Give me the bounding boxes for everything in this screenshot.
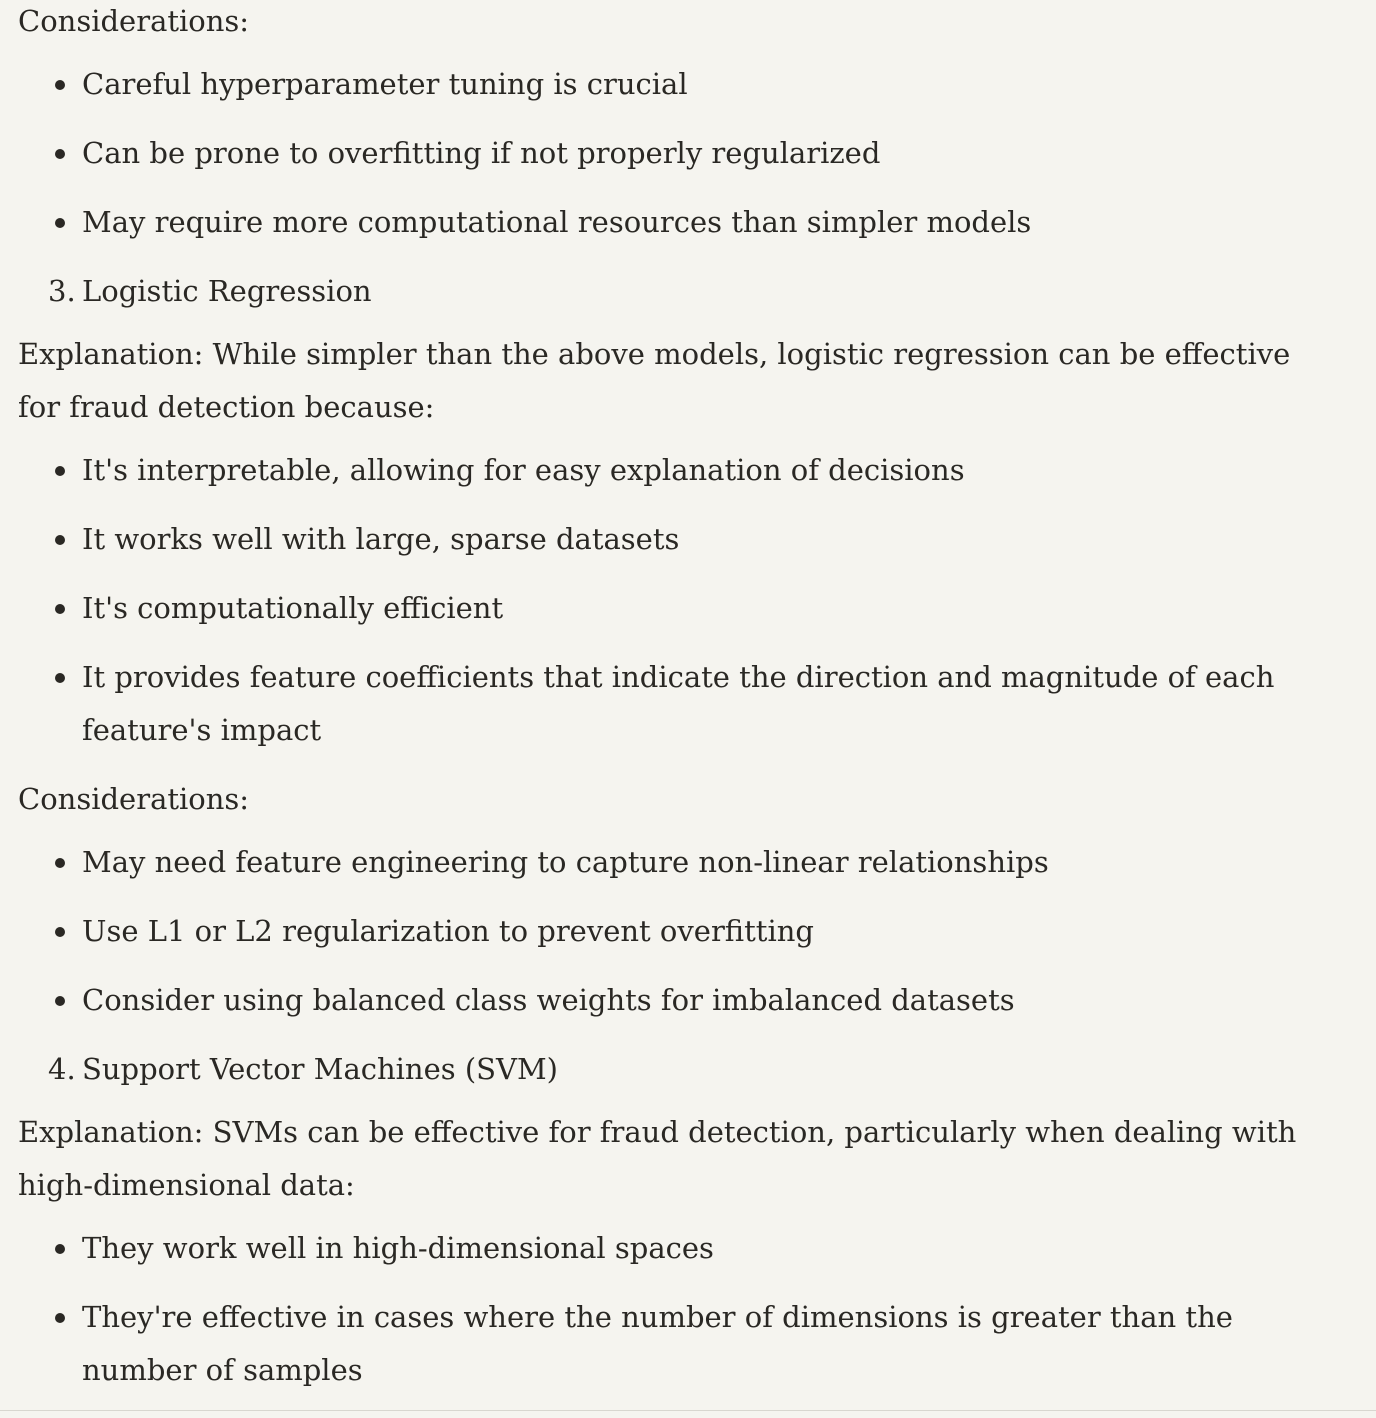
list-item: May need feature engineering to capture non-linear relationships — [18, 836, 1338, 889]
list-item: It provides feature coefficients that indicate the direction and magnitude of each feature's impact — [18, 651, 1338, 757]
list-item: It's interpretable, allowing for easy explanation of decisions — [18, 444, 1338, 497]
list-item: May require more computational resources than simpler models — [18, 196, 1338, 249]
divider — [0, 1410, 1376, 1411]
considerations-heading: Considerations: — [18, 782, 250, 816]
numbered-list-item — [18, 1043, 1338, 1096]
list-item: It's computationally efficient — [18, 582, 1338, 635]
logistic-regression-explanation: Explanation: While simpler than the above models, logistic regression can be effective for fraud detection because: — [18, 337, 1291, 424]
list-item: They work well in high-dimensional spaces — [18, 1222, 1338, 1275]
list-item: They're effective in cases where the number of dimensions is greater than the number of samples — [18, 1291, 1338, 1397]
list-number: 3. — [48, 274, 76, 308]
svm-benefits-list — [18, 1222, 1338, 1397]
list-item: Can be prone to overfitting if not properly regularized — [18, 127, 1338, 180]
message-content — [18, 0, 1338, 1413]
list-item: It works well with large, sparse datasets — [18, 513, 1338, 566]
list-item-title: Support Vector Machines (SVM) — [82, 1052, 558, 1086]
list-item: Consider using balanced class weights for imbalanced datasets — [18, 974, 1338, 1027]
considerations-list — [18, 58, 1338, 249]
considerations-heading: Considerations: — [18, 4, 250, 38]
list-number: 4. — [48, 1052, 76, 1086]
svm-explanation: Explanation: SVMs can be effective for fraud detection, particularly when dealing with high-dimensional data: — [18, 1115, 1297, 1202]
list-item: Use L1 or L2 regularization to prevent overfitting — [18, 905, 1338, 958]
list-item: Careful hyperparameter tuning is crucial — [18, 58, 1338, 111]
logistic-regression-benefits-list — [18, 444, 1338, 757]
numbered-item-svm — [18, 1043, 1338, 1096]
numbered-list-item — [18, 265, 1338, 318]
list-item-title: Logistic Regression — [82, 274, 372, 308]
logistic-regression-considerations-list — [18, 836, 1338, 1027]
numbered-item-logistic-regression — [18, 265, 1338, 318]
